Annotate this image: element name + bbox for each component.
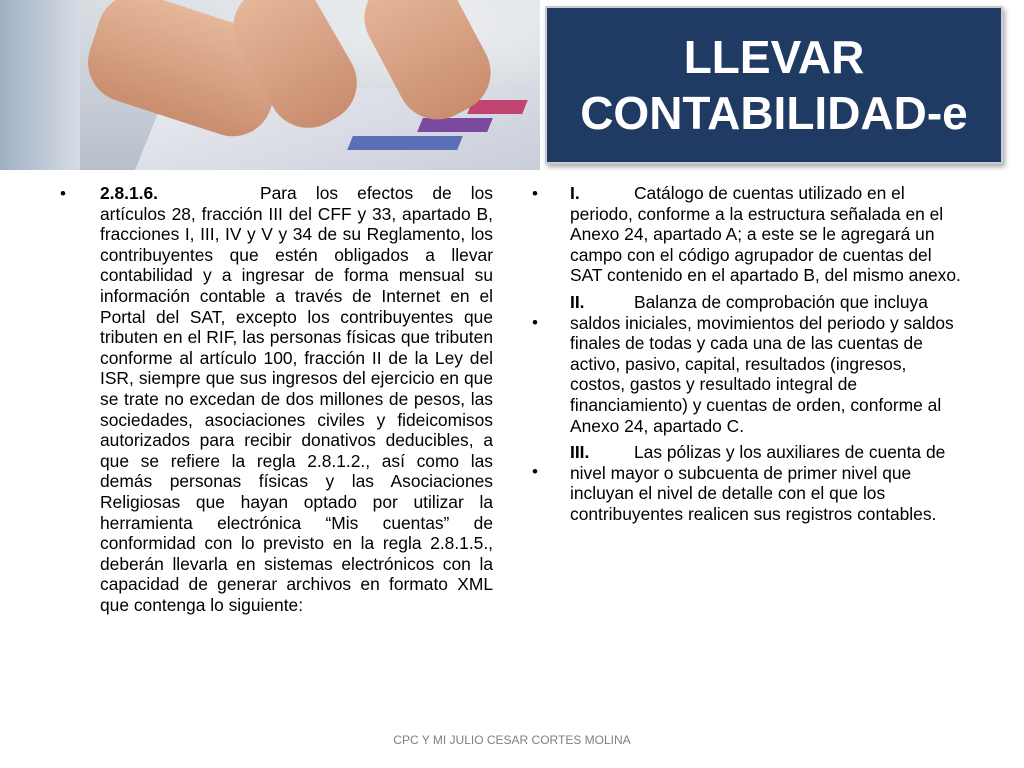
list-item: [570, 442, 965, 524]
item-text: Las pólizas y los auxiliares de cuenta de nivel mayor o subcuenta de primer nivel que incluyan el nivel de detalle con el que los contribuyentes realicen sus registros contables.: [570, 442, 946, 524]
right-column-list: [570, 183, 965, 531]
item-number: I.: [570, 183, 580, 203]
title-line-2: CONTABILIDAD-e: [580, 87, 968, 139]
item-number: II.: [570, 291, 585, 312]
item-text: Catálogo de cuentas utilizado en el periodo, conforme a la estructura señalada en el Anexo 24, apartado A; a este se le agregará un campo con el código agrupador de cuentas del SAT contenido en el apartado B, del mismo anexo.: [570, 183, 961, 286]
item-text: Balanza de comprobación que incluya saldos iniciales, movimientos del periodo y saldos finales de todas y cada una de las cuentas de activo, pasivo, capital, resultados (ingresos, costos, gastos y resultado integral de financiamiento) y cuentas de orden, conforme al Anexo 24, apartado C.: [570, 291, 954, 436]
bullet-right-1: •: [532, 184, 538, 203]
rule-body: Para los efectos de los artículos 28, fracción III del CFF y 33, apartado B, fracciones I, III, IV y V y 34 de su Reglamento, los contribuyentes que estén obligados a llevar contabilidad y a ingresar de forma mensual su información contable a través de Internet en el Portal del SAT, excepto los contribuyentes que tributen en el RIF, las personas físicas que tributen conforme al artículo 100, fracción II de la Ley del ISR, siempre que sus ingresos del ejercicio en que se trate no excedan de dos millones de pesos, las sociedades, asociaciones civiles y fideicomisos autorizados para recibir donativos deducibles, a que se refiere la regla 2.8.1.2., así como las demás personas físicas y las Asociaciones Religiosas que hayan optado por utilizar la herramienta electrónica “Mis cuentas” de conformidad con lo previsto en la regla 2.8.1.5., deberán llevarla en sistemas electrónicos con la capacidad de generar archivos en formato XML que contenga lo siguiente:: [100, 183, 493, 615]
title-box: [545, 6, 1003, 164]
bullet-left: •: [60, 184, 66, 203]
bullet-right-3: •: [532, 462, 538, 481]
rule-code: 2.8.1.6.: [100, 183, 159, 203]
title-line-1: LLEVAR: [683, 31, 865, 83]
list-item: [570, 183, 965, 286]
footer-author: CPC Y MI JULIO CESAR CORTES MOLINA: [393, 733, 631, 747]
header-photo-hand-tablet: [0, 0, 540, 170]
list-item: [570, 292, 965, 436]
bullet-right-2: •: [532, 313, 538, 332]
item-number: III.: [570, 442, 590, 463]
left-column-rule-text: [100, 183, 493, 615]
